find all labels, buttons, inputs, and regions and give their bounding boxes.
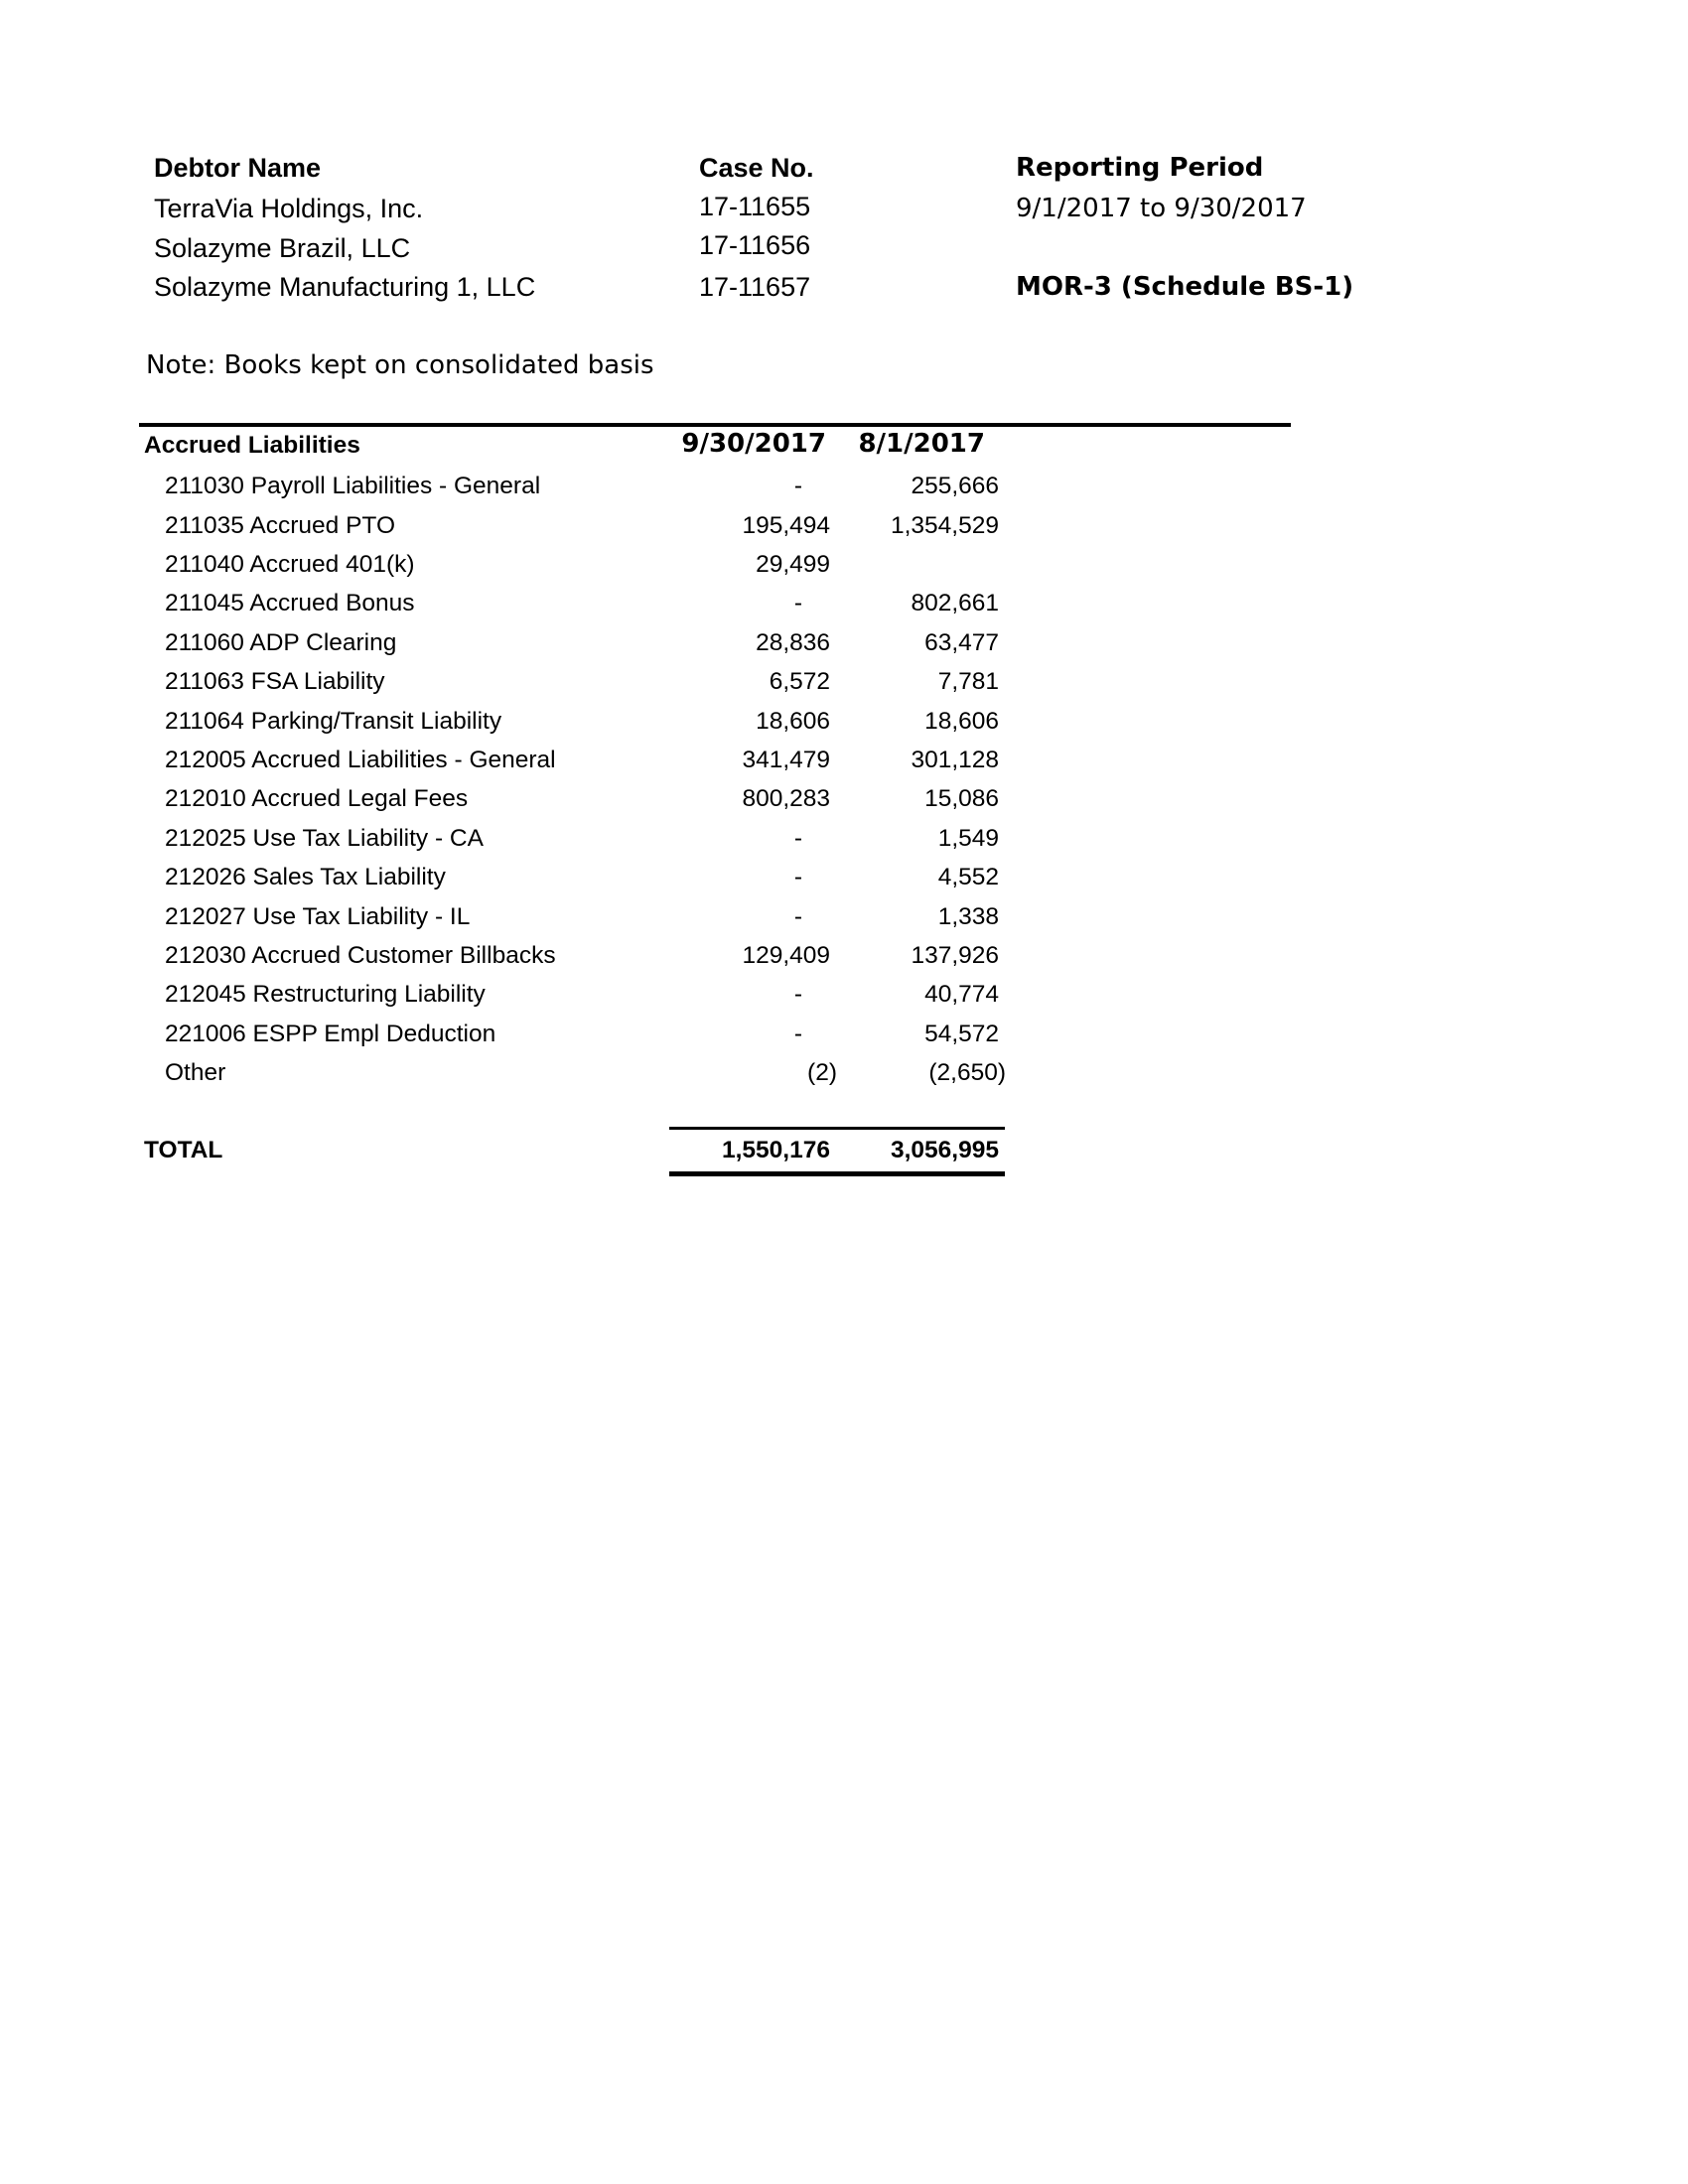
row-value-1: -: [793, 590, 802, 616]
col1-header: 9/30/2017: [681, 429, 826, 459]
table-row: [0, 629, 1688, 667]
table-row: [0, 512, 1688, 550]
row-value-1: -: [793, 825, 802, 852]
table-row: [0, 1059, 1688, 1097]
row-value-2: 18,606: [924, 708, 999, 735]
table-row: [0, 942, 1688, 980]
row-label: 212025 Use Tax Liability - CA: [165, 825, 484, 852]
debtor-name-header: Debtor Name: [154, 153, 322, 183]
row-label: 212045 Restructuring Liability: [165, 981, 486, 1008]
case-no-1: 17-11655: [699, 192, 811, 221]
form-label: MOR-3 (Schedule BS-1): [1016, 272, 1354, 302]
row-label: 212027 Use Tax Liability - IL: [165, 903, 471, 930]
case-no-header: Case No.: [699, 153, 814, 183]
row-value-1: 29,499: [756, 551, 830, 578]
debtor-name-1: TerraVia Holdings, Inc.: [154, 194, 424, 223]
table-row: [0, 981, 1688, 1019]
table-row: [0, 785, 1688, 823]
row-label: 211035 Accrued PTO: [165, 512, 395, 539]
table-row: [0, 668, 1688, 706]
table-row: [0, 1021, 1688, 1058]
section-label: Accrued Liabilities: [144, 432, 360, 459]
debtor-name-3: Solazyme Manufacturing 1, LLC: [154, 272, 536, 302]
table-row: [0, 590, 1688, 627]
row-value-1: 800,283: [742, 785, 830, 812]
row-value-1: -: [793, 903, 802, 930]
row-value-2: 137,926: [911, 942, 999, 969]
col2-header: 8/1/2017: [858, 429, 985, 459]
row-value-2: 255,666: [911, 473, 999, 499]
row-label: 211040 Accrued 401(k): [165, 551, 415, 578]
row-label: 211063 FSA Liability: [165, 668, 385, 695]
row-label: 221006 ESPP Empl Deduction: [165, 1021, 496, 1047]
row-value-1: (2): [807, 1059, 837, 1086]
total-bottom-rule: [669, 1171, 1005, 1176]
table-row: [0, 864, 1688, 901]
case-no-2: 17-11656: [699, 230, 811, 260]
reporting-period-header: Reporting Period: [1016, 153, 1264, 183]
row-label: 212026 Sales Tax Liability: [165, 864, 446, 890]
row-value-1: 195,494: [742, 512, 830, 539]
row-value-1: -: [793, 864, 802, 890]
total-value-1: 1,550,176: [722, 1137, 830, 1163]
row-label: Other: [165, 1059, 226, 1086]
top-rule: [139, 423, 1291, 427]
row-value-1: 6,572: [769, 668, 830, 695]
row-value-2: 4,552: [937, 864, 999, 890]
note: Note: Books kept on consolidated basis: [146, 350, 654, 380]
row-label: 212010 Accrued Legal Fees: [165, 785, 469, 812]
row-label: 212030 Accrued Customer Billbacks: [165, 942, 556, 969]
case-no-3: 17-11657: [699, 272, 811, 302]
row-label: 211064 Parking/Transit Liability: [165, 708, 502, 735]
row-value-1: 28,836: [756, 629, 830, 656]
debtor-name-2: Solazyme Brazil, LLC: [154, 233, 411, 263]
row-value-1: -: [793, 981, 802, 1008]
row-value-1: -: [793, 1021, 802, 1047]
table-row: [0, 708, 1688, 746]
row-value-2: 54,572: [924, 1021, 999, 1047]
table-row: [0, 473, 1688, 510]
total-value-2: 3,056,995: [891, 1137, 999, 1163]
row-value-2: 301,128: [911, 747, 999, 773]
row-value-1: 341,479: [742, 747, 830, 773]
table-row: [0, 551, 1688, 589]
row-value-1: -: [793, 473, 802, 499]
row-label: 212005 Accrued Liabilities - General: [165, 747, 556, 773]
row-value-2: 1,338: [937, 903, 999, 930]
reporting-period-value: 9/1/2017 to 9/30/2017: [1016, 194, 1307, 223]
row-value-2: 40,774: [924, 981, 999, 1008]
row-value-2: 7,781: [937, 668, 999, 695]
total-label: TOTAL: [144, 1137, 223, 1163]
row-value-2: (2,650): [928, 1059, 1006, 1086]
row-value-2: 802,661: [911, 590, 999, 616]
row-value-1: 18,606: [756, 708, 830, 735]
row-value-2: 63,477: [924, 629, 999, 656]
row-value-2: 1,549: [937, 825, 999, 852]
row-label: 211060 ADP Clearing: [165, 629, 397, 656]
row-value-1: 129,409: [742, 942, 830, 969]
row-label: 211045 Accrued Bonus: [165, 590, 415, 616]
total-row: [0, 1137, 1688, 1174]
table-row: [0, 747, 1688, 784]
row-label: 211030 Payroll Liabilities - General: [165, 473, 541, 499]
total-top-rule: [669, 1127, 1005, 1130]
row-value-2: 15,086: [924, 785, 999, 812]
table-row: [0, 903, 1688, 941]
table-row: [0, 825, 1688, 863]
row-value-2: 1,354,529: [891, 512, 999, 539]
